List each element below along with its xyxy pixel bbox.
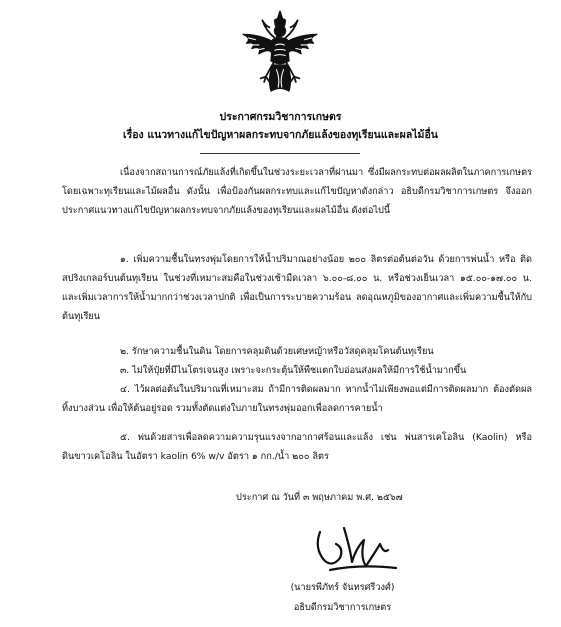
announcement-date: ประกาศ ณ วันที่ ๓ พฤษภาคม พ.ศ. ๒๕๖๗ — [236, 492, 403, 503]
measure-item-3: ๓. ไม่ให้ปุ๋ยที่มีไนโตรเจนสูง เพราะจะกระตุ้นให้พืชแตกใบอ่อนส่งผลให้มีการใช้น้ำมากขึ้น — [120, 365, 467, 376]
measure-item-5: ๕. พ่นด้วยสารเพื่อลดความความรุนแรงจากอากาศร้อนและแล้ง เช่น พ่นสารเคโอลิน (Kaolin) หรือ ดินขาวเคโอลิน ในอัตรา kaolin 6% w/v อัตรา ๑ กก./น้ำ ๒๐๐ ลิตร — [62, 432, 532, 462]
measure-item-1: ๑. เพิ่มความชื้นในทรงพุ่มโดยการให้น้ำปริมาณอย่างน้อย ๒๐๐ ลิตรต่อต้นต่อวัน ด้วยการพ่นน้ำ หรือ ติดสปริงเกลอร์บนต้นทุเรียน ในช่วงที่เหมาะสมคือในช่วงเช้ามืดเวลา ๖.๐๐-๘.๐๐ น. หรือช่วงเย็นเวลา ๑๕.๐๐-๑๗.๐๐ น. และเพิ่มเวลาการให้น้ำมากกว่าช่วงเวลาปกติ เพื่อเป็นการระบายความร้อน ลดอุณหภูมิของอากาศและเพิ่มความชื้นให้กับต้นทุเรียน — [62, 254, 532, 322]
intro-paragraph: เนื่องจากสถานการณ์ภัยแล้งที่เกิดขึ้นในช่วงระยะเวลาที่ผ่านมา ซึ่งมีผลกระทบต่อผลผลิตในภาคการเกษตร โดยเฉพาะทุเรียนและไม้ผลอื่น ดังนั้น เพื่อป้องกันผลกระทบและแก้ไขปัญหาดังกล่าว อธิบดีกรมวิชาการเกษตร จึงออกประกาศแนวทางแก้ไขปัญหาผลกระทบจากภัยแล้งของทุเรียนและผลไม้อื่น ดังต่อไปนี้ — [62, 167, 532, 216]
garuda-emblem-icon — [236, 8, 324, 96]
signature-icon — [300, 518, 420, 578]
title-divider — [200, 153, 360, 154]
measure-item-2: ๒. รักษาความชื้นในดิน โดยการคลุมดินด้วยเศษหญ้าหรือวัสดุคลุมโคนต้นทุเรียน — [120, 346, 434, 357]
announcement-subject: เรื่อง แนวทางแก้ไขปัญหาผลกระทบจากภัยแล้งของทุเรียนและผลไม้อื่น — [123, 129, 438, 141]
signer-position: อธิบดีกรมวิชาการเกษตร — [293, 602, 392, 613]
announcement-title: ประกาศกรมวิชาการเกษตร — [219, 111, 342, 123]
measure-item-4: ๔. ไว้ผลต่อต้นในปริมาณที่เหมาะสม ถ้ามีการติดผลมาก หากน้ำไม่เพียงพอแต่มีการติดผลมาก ต้องตัดผลทิ้งบางส่วน เพื่อให้ต้นอยู่รอด รวมทั้งตัดแต่งใบภายในทรงพุ่มออกเพื่อลดการคายน้ำ — [62, 384, 532, 414]
signer-name: (นายรพีภัทร์ จันทรศรีวงศ์) — [290, 582, 395, 593]
